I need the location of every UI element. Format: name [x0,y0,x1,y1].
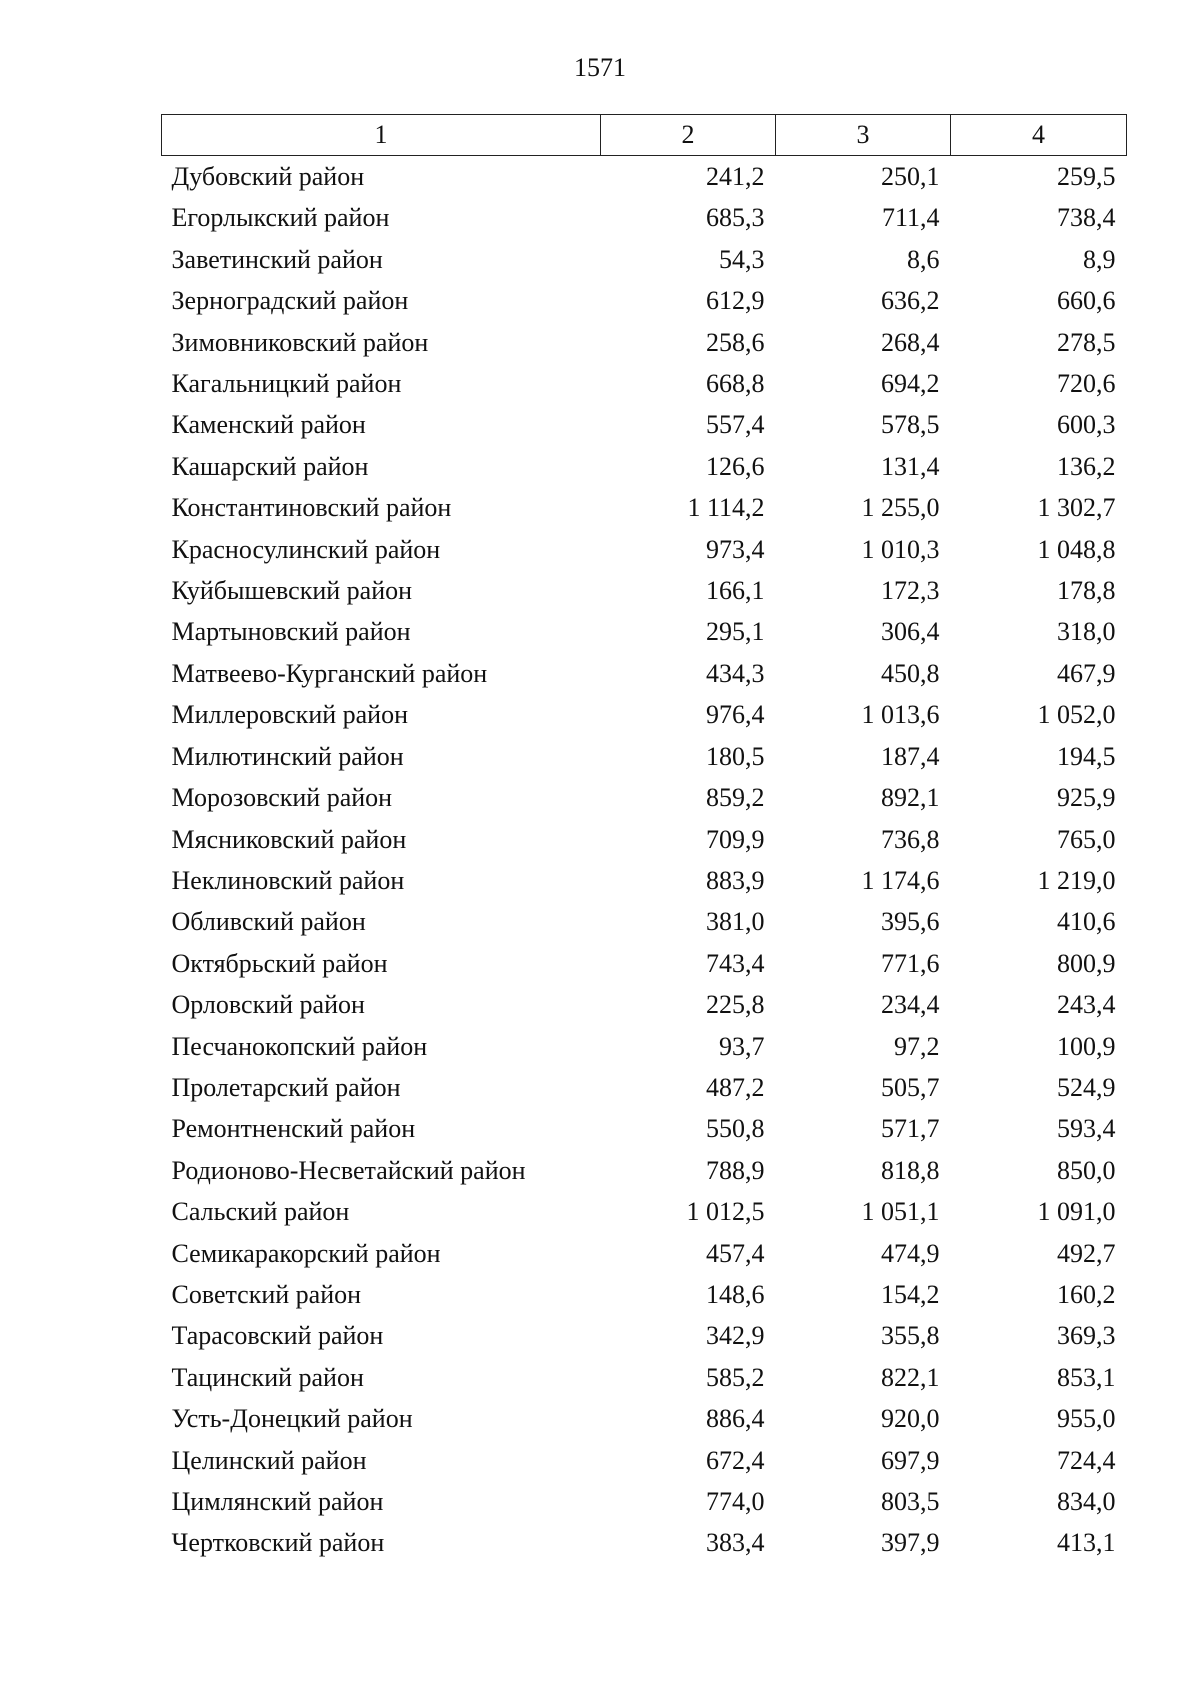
value-col-3-cell: 97,2 [894,1031,940,1061]
value-col-2-cell: 1 012,5 [686,1197,765,1227]
table-row [162,694,1127,735]
table-row [162,901,1127,942]
value-col-2-cell: 1 114,2 [687,493,765,523]
value-col-2-cell: 180,5 [706,741,765,771]
value-col-3-cell: 1 255,0 [861,493,940,523]
value-col-4-cell: 720,6 [1057,369,1116,399]
value-col-3-cell: 892,1 [881,783,940,813]
value-col-3-cell: 822,1 [881,1362,940,1392]
value-col-2-cell: 709,9 [706,824,765,854]
table-row [162,487,1127,528]
district-name-cell: Родионово-Несветайский район [171,1155,526,1185]
district-name-cell: Егорлыкский район [171,203,390,233]
value-col-4-cell: 800,9 [1057,948,1116,978]
district-name-cell: Сальский район [171,1197,350,1227]
district-name-cell: Константиновский район [171,493,452,523]
district-name-cell: Ремонтненский район [171,1114,416,1144]
header-col-1: 1 [162,115,601,156]
value-col-3-cell: 803,5 [881,1487,940,1516]
value-col-2-cell: 258,6 [706,327,765,357]
header-row [162,115,1127,156]
district-name-cell: Миллеровский район [171,700,409,730]
header-col-4: 4 [951,115,1127,156]
value-col-2-cell: 685,3 [706,203,765,233]
district-name-cell: Семикаракорский район [171,1238,441,1268]
table-row [162,1398,1127,1439]
value-col-4-cell: 318,0 [1057,617,1116,647]
value-col-3-cell: 234,4 [881,990,940,1020]
page-number: 1571 [574,53,626,82]
district-name-cell: Заветинский район [171,244,383,274]
value-col-4-cell: 278,5 [1057,327,1116,357]
value-col-3-cell: 920,0 [881,1404,940,1434]
table-row [162,322,1127,363]
value-col-2-cell: 457,4 [706,1238,765,1268]
value-col-2-cell: 148,6 [706,1279,765,1309]
value-col-2-cell: 883,9 [706,865,765,895]
district-name-cell: Мартыновский район [171,617,411,647]
value-col-2-cell: 295,1 [706,617,765,647]
district-name-cell: Октябрьский район [171,948,388,978]
value-col-3-cell: 694,2 [881,369,940,399]
value-col-3-cell: 571,7 [881,1114,940,1144]
value-col-2-cell: 383,4 [706,1528,765,1558]
table-row [162,1315,1127,1356]
district-name-cell: Целинский район [171,1445,367,1475]
table-row [162,239,1127,280]
value-col-3-cell: 474,9 [881,1238,940,1268]
value-col-2-cell: 668,8 [706,369,765,399]
value-col-2-cell: 342,9 [706,1321,765,1351]
table-body [162,156,1127,1564]
budget-table-container [161,114,1126,1564]
value-col-4-cell: 925,9 [1057,783,1116,813]
value-col-2-cell: 93,7 [719,1031,765,1061]
district-name-cell: Каменский район [171,410,366,440]
district-name-cell: Песчанокопский район [171,1031,428,1061]
value-col-4-cell: 410,6 [1057,907,1116,937]
value-col-4-cell: 194,5 [1057,741,1116,771]
value-col-2-cell: 743,4 [706,948,765,978]
value-col-3-cell: 697,9 [881,1445,940,1475]
table-row [162,1274,1127,1315]
table-row [162,777,1127,818]
header-col-2: 2 [601,115,776,156]
value-col-4-cell: 593,4 [1057,1114,1116,1144]
value-col-3-cell: 771,6 [881,948,940,978]
value-col-4-cell: 955,0 [1057,1404,1116,1434]
table-row [162,1191,1127,1232]
district-name-cell: Тарасовский район [171,1321,384,1351]
value-col-2-cell: 487,2 [706,1072,765,1102]
district-name-cell: Зерноградский район [171,286,409,316]
table-row [162,280,1127,321]
value-col-2-cell: 166,1 [706,576,765,606]
table-row [162,1357,1127,1398]
value-col-4-cell: 1 091,0 [1037,1197,1116,1227]
table-row [162,819,1127,860]
value-col-2-cell: 585,2 [706,1362,765,1392]
value-col-3-cell: 131,4 [881,451,940,481]
value-col-4-cell: 178,8 [1057,576,1116,606]
value-col-3-cell: 397,9 [881,1528,940,1558]
value-col-4-cell: 834,0 [1057,1487,1116,1516]
value-col-4-cell: 1 219,0 [1037,865,1116,895]
value-col-3-cell: 1 174,6 [861,865,940,895]
district-name-cell: Цимлянский район [171,1487,384,1516]
table-row [162,1233,1127,1274]
value-col-4-cell: 1 302,7 [1037,493,1116,523]
value-col-3-cell: 1 051,1 [861,1197,940,1227]
value-col-2-cell: 225,8 [706,990,765,1020]
table-row [162,1522,1127,1563]
value-col-4-cell: 524,9 [1057,1072,1116,1102]
value-col-2-cell: 381,0 [706,907,765,937]
district-name-cell: Морозовский район [171,783,393,813]
value-col-3-cell: 250,1 [881,162,940,191]
district-name-cell: Красносулинский район [171,534,441,564]
value-col-3-cell: 1 013,6 [861,700,940,730]
value-col-3-cell: 395,6 [881,907,940,937]
value-col-3-cell: 268,4 [881,327,940,357]
value-col-4-cell: 492,7 [1057,1238,1116,1268]
value-col-4-cell: 160,2 [1057,1279,1116,1309]
value-col-4-cell: 724,4 [1057,1445,1116,1475]
table-row [162,446,1127,487]
value-col-4-cell: 136,2 [1057,451,1116,481]
district-name-cell: Советский район [171,1279,362,1309]
district-name-cell: Зимовниковский район [171,327,429,357]
value-col-2-cell: 612,9 [706,286,765,316]
table-header [162,115,1127,156]
value-col-2-cell: 54,3 [719,244,765,274]
value-col-2-cell: 788,9 [706,1155,765,1185]
district-name-cell: Дубовский район [171,162,365,191]
value-col-2-cell: 774,0 [706,1487,765,1516]
value-col-2-cell: 886,4 [706,1404,765,1434]
district-name-cell: Усть-Донецкий район [171,1404,413,1434]
value-col-3-cell: 450,8 [881,658,940,688]
value-col-4-cell: 413,1 [1057,1528,1116,1558]
value-col-2-cell: 550,8 [706,1114,765,1144]
value-col-4-cell: 853,1 [1057,1362,1116,1392]
budget-table [161,114,1127,1564]
district-name-cell: Кашарский район [171,451,369,481]
value-col-4-cell: 369,3 [1057,1321,1116,1351]
district-name-cell: Чертковский район [171,1528,385,1558]
table-row [162,653,1127,694]
value-col-4-cell: 850,0 [1057,1155,1116,1185]
value-col-3-cell: 154,2 [881,1279,940,1309]
value-col-3-cell: 306,4 [881,617,940,647]
table-row [162,363,1127,404]
district-name-cell: Кагальницкий район [171,369,402,399]
value-col-4-cell: 243,4 [1057,990,1116,1020]
value-col-4-cell: 100,9 [1057,1031,1116,1061]
value-col-4-cell: 765,0 [1057,824,1116,854]
value-col-4-cell: 467,9 [1057,658,1116,688]
table-row [162,529,1127,570]
value-col-3-cell: 187,4 [881,741,940,771]
table-row [162,1481,1127,1522]
value-col-2-cell: 672,4 [706,1445,765,1475]
value-col-4-cell: 1 048,8 [1037,534,1116,564]
table-row [162,1026,1127,1067]
table-row [162,1067,1127,1108]
district-name-cell: Мясниковский район [171,824,407,854]
value-col-4-cell: 1 052,0 [1037,700,1116,730]
district-name-cell: Тацинский район [171,1362,364,1392]
value-col-2-cell: 976,4 [706,700,765,730]
value-col-4-cell: 738,4 [1057,203,1116,233]
table-row [162,1150,1127,1191]
table-row [162,860,1127,901]
district-name-cell: Пролетарский район [171,1072,401,1102]
value-col-3-cell: 172,3 [881,576,940,606]
district-name-cell: Куйбышевский район [171,576,413,606]
district-name-cell: Матвеево-Курганский район [171,658,488,688]
district-name-cell: Обливский район [171,907,366,937]
value-col-4-cell: 8,9 [1083,244,1116,274]
table-row [162,1108,1127,1149]
table-row [162,736,1127,777]
table-row [162,943,1127,984]
value-col-2-cell: 557,4 [706,410,765,440]
district-name-cell: Орловский район [171,990,365,1020]
table-row [162,197,1127,238]
value-col-2-cell: 434,3 [706,658,765,688]
value-col-2-cell: 859,2 [706,783,765,813]
value-col-2-cell: 126,6 [706,451,765,481]
district-name-cell: Милютинский район [171,741,404,771]
value-col-2-cell: 241,2 [706,162,765,191]
value-col-3-cell: 505,7 [881,1072,940,1102]
value-col-3-cell: 711,4 [881,203,940,233]
table-row [162,611,1127,652]
table-row [162,156,1127,198]
value-col-4-cell: 600,3 [1057,410,1116,440]
value-col-3-cell: 818,8 [881,1155,940,1185]
value-col-4-cell: 660,6 [1057,286,1116,316]
table-row [162,984,1127,1025]
value-col-3-cell: 8,6 [907,244,940,274]
value-col-4-cell: 259,5 [1057,162,1116,191]
district-name-cell: Неклиновский район [171,865,405,895]
value-col-2-cell: 973,4 [706,534,765,564]
value-col-3-cell: 636,2 [881,286,940,316]
table-row [162,570,1127,611]
table-row [162,1440,1127,1481]
value-col-3-cell: 736,8 [881,824,940,854]
value-col-3-cell: 578,5 [881,410,940,440]
value-col-3-cell: 355,8 [881,1321,940,1351]
value-col-3-cell: 1 010,3 [861,534,940,564]
header-col-3: 3 [776,115,951,156]
table-row [162,404,1127,445]
